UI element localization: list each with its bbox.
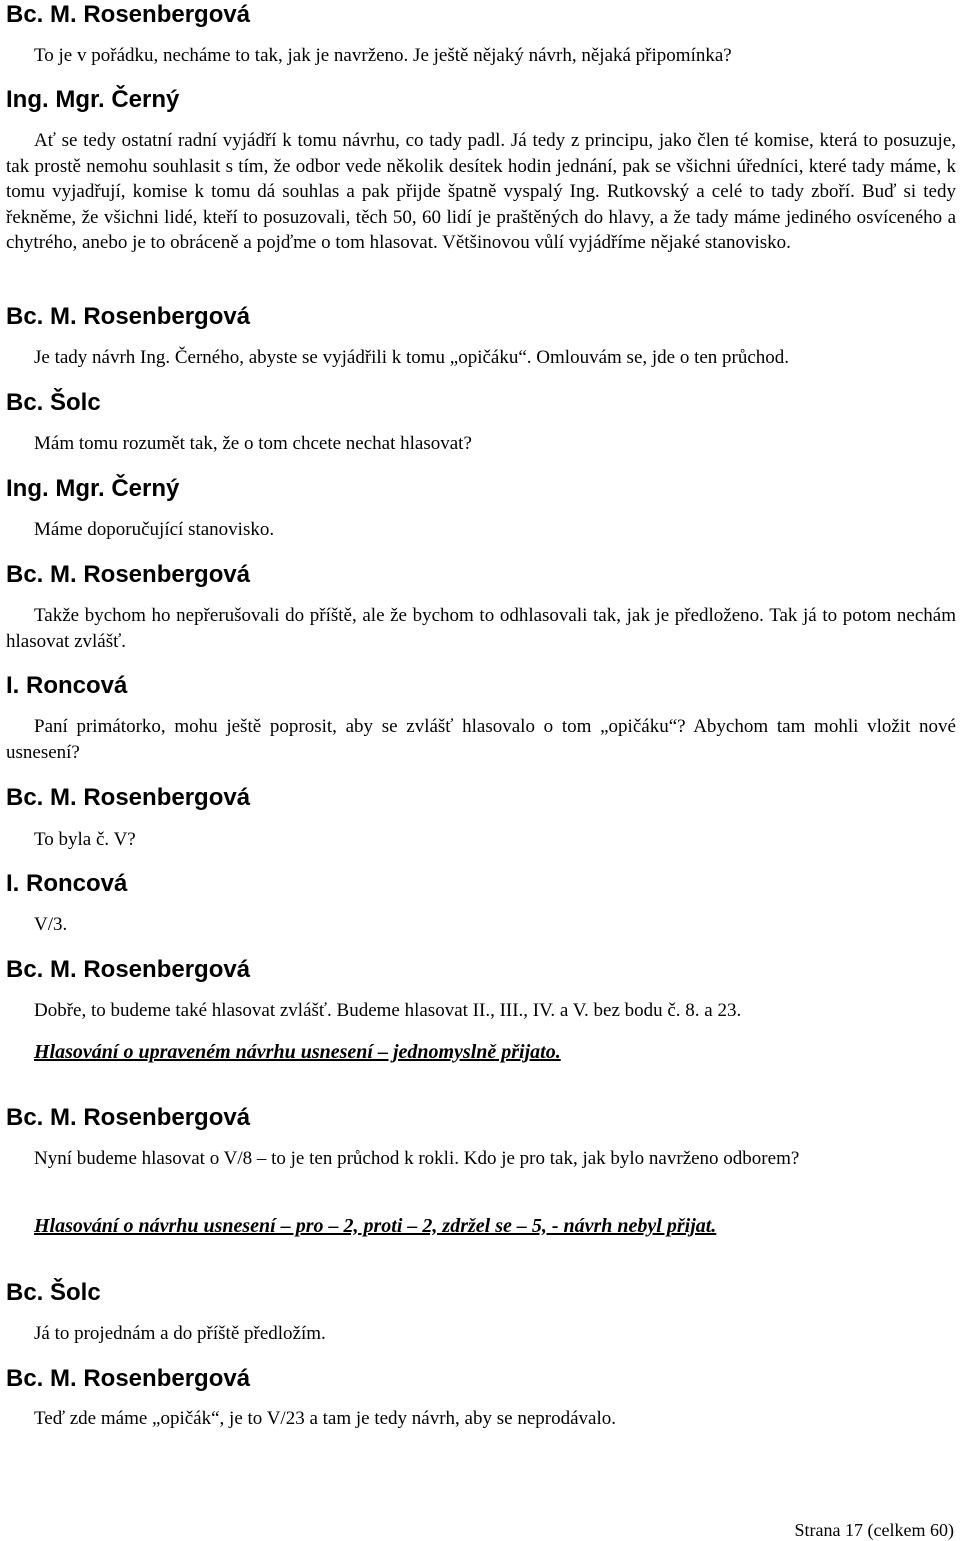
speaker-name: Bc. Šolc	[6, 389, 101, 416]
speech-paragraph: Mám tomu rozumět tak, že o tom chcete nechat hlasovat?	[34, 433, 472, 454]
speaker-name: Bc. M. Rosenbergová	[6, 303, 251, 330]
speech-paragraph: Paní primátorko, mohu ještě poprosit, aby se zvlášť hlasovalo o tom „opičáku“? Abychom tam mohli vložit nové usnesení?	[6, 716, 956, 763]
speaker-name: I. Roncová	[6, 672, 128, 699]
speech-paragraph: Já to projednám a do příště předložím.	[34, 1323, 326, 1344]
speaker-name: Bc. Šolc	[6, 1279, 101, 1306]
speaker-name: Ing. Mgr. Černý	[6, 475, 180, 502]
speech-paragraph: Dobře, to budeme také hlasovat zvlášť. Budeme hlasovat II., III., IV. a V. bez bodu č. 8. a 23.	[34, 1000, 742, 1021]
speaker-name: Bc. M. Rosenbergová	[6, 1365, 251, 1392]
vote-result: Hlasování o návrhu usnesení – pro – 2, proti – 2, zdržel se – 5, - návrh nebyl přijat.	[34, 1215, 717, 1237]
speaker-name: Bc. M. Rosenbergová	[6, 561, 251, 588]
speech-paragraph: Je tady návrh Ing. Černého, abyste se vyjádřili k tomu „opičáku“. Omlouvám se, jde o ten průchod.	[34, 347, 790, 368]
speaker-name: I. Roncová	[6, 870, 128, 897]
page-number: Strana 17 (celkem 60)	[794, 1520, 954, 1540]
speaker-name: Bc. M. Rosenbergová	[6, 1104, 251, 1131]
speech-paragraph: Takže bychom ho nepřerušovali do příště, ale že bychom to odhlasovali tak, jak je předloženo. Tak já to potom nechám hlasovat zvlášť.	[6, 605, 956, 652]
speech-paragraph: Teď zde máme „opičák“, je to V/23 a tam je tedy návrh, aby se neprodávalo.	[34, 1408, 616, 1429]
speech-paragraph: Ať se tedy ostatní radní vyjádří k tomu návrhu, co tady padl. Já tedy z principu, jako člen té komise, která to posuzuje, tak prostě nemohu souhlasit s tím, že odbor vede několik desítek hodin jednání, pak se všichni úředníci, které tady máme, k tomu vyjadřují, komise k tomu dá souhlas a pak přijde špatně vyspalý Ing. Rutkovský a celé to tady zboří. Buď si tedy řekněme, že všichni lidé, kteří to posuzovali, těch 50, 60 lidí je praštěných do hlavy, a že tady máme jediného osvíceného a chytrého, anebo je to obráceně a pojďme o tom hlasovat. Většinovou vůlí vyjádříme nějaké stanovisko.	[6, 130, 956, 253]
speech-paragraph: Nyní budeme hlasovat o V/8 – to je ten průchod k rokli. Kdo je pro tak, jak bylo navrženo odborem?	[34, 1148, 800, 1169]
speech-paragraph: To je v pořádku, necháme to tak, jak je navrženo. Je ještě nějaký návrh, nějaká připomínka?	[34, 45, 732, 66]
vote-result: Hlasování o upraveném návrhu usnesení – jednomyslně přijato.	[34, 1041, 561, 1063]
speaker-name: Bc. M. Rosenbergová	[6, 784, 251, 811]
speech-paragraph: V/3.	[34, 914, 68, 935]
speaker-name: Bc. M. Rosenbergová	[6, 1, 251, 28]
speaker-name: Bc. M. Rosenbergová	[6, 956, 251, 983]
speech-paragraph: To byla č. V?	[34, 829, 136, 850]
speech-paragraph: Máme doporučující stanovisko.	[34, 519, 275, 540]
speaker-name: Ing. Mgr. Černý	[6, 86, 180, 113]
